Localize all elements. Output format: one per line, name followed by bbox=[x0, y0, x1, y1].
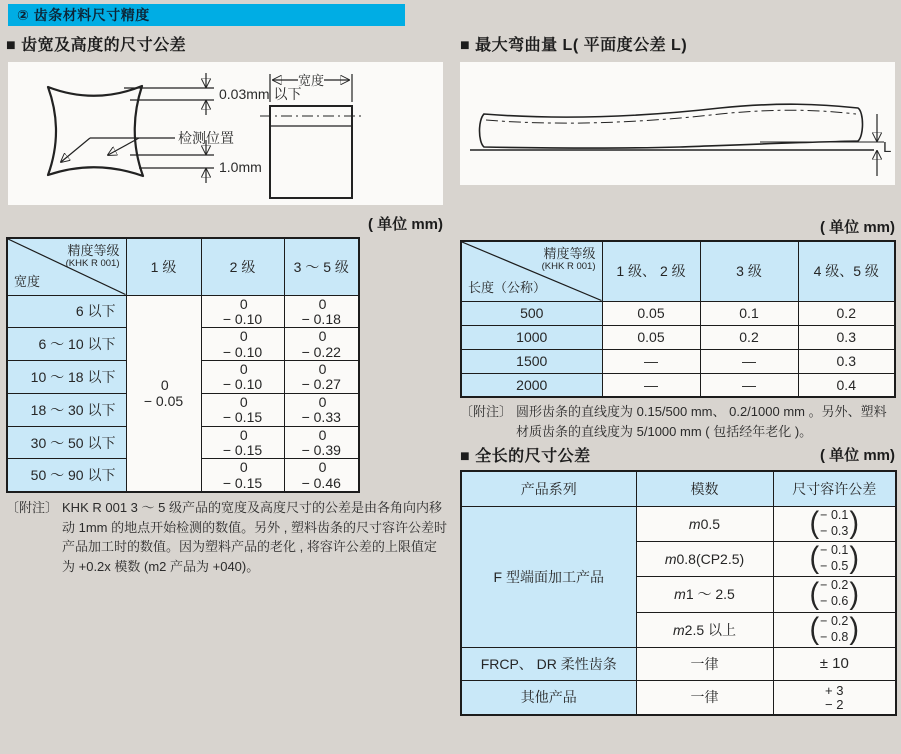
width-height-diagram-panel bbox=[8, 62, 443, 205]
flatness-diagram-panel bbox=[460, 62, 895, 185]
row-label: 1500 bbox=[461, 349, 602, 373]
grade2-value: 0 − 0.15 bbox=[201, 426, 284, 459]
section-title-full-length: ■ 全长的尺寸公差 bbox=[460, 448, 591, 465]
dim-10mm-label: 1.0mm bbox=[219, 159, 262, 175]
col-header-grade12: 1 级、 2 级 bbox=[602, 241, 700, 301]
flatness-diagram bbox=[460, 62, 895, 185]
series-f-type: F 型端面加工产品 bbox=[461, 506, 636, 647]
corner-grade-label: 精度等级 bbox=[67, 243, 120, 258]
col-header-grade45: 4 级、5 级 bbox=[798, 241, 895, 301]
grade2-value: 0 − 0.10 bbox=[201, 328, 284, 361]
module-value: 一律 bbox=[636, 680, 773, 715]
cross-section-diagram bbox=[8, 62, 443, 205]
table-row bbox=[461, 647, 896, 680]
corner-grade-label: 精度等级 bbox=[543, 246, 596, 261]
note-bend bbox=[460, 402, 897, 441]
rack-cross-section-shape bbox=[48, 86, 143, 176]
row-label: 2000 bbox=[461, 373, 602, 397]
row-label: 6 ～ 10 以下 bbox=[7, 328, 126, 361]
module-value: m1 ～ 2.5 bbox=[636, 576, 773, 612]
table-row bbox=[7, 295, 359, 328]
bend-value: 0.2 bbox=[798, 301, 895, 325]
note-text: KHK R 001 3 ～ 5 级产品的宽度及高度尺寸的公差是由各角向内移动 1mm 的地点开始检测的数值。另外 , 塑料齿条的尺寸容许公差时产品加工时的数值。因为塑料产品的老化 , 将容许公差的上限值定为 +0.2x 模数 (m2 产品为 +040)。 bbox=[62, 500, 447, 574]
grade2-value: 0 − 0.10 bbox=[201, 361, 284, 394]
col-header-grade2: 2 级 bbox=[201, 238, 284, 295]
corner-standard-label: (KHK R 001) bbox=[541, 260, 596, 272]
row-label: 1000 bbox=[461, 325, 602, 349]
col-header-grade1: 1 级 bbox=[126, 238, 201, 295]
col-header-grade3-5: 3 ～ 5 级 bbox=[284, 238, 359, 295]
table-row bbox=[461, 325, 895, 349]
table-row bbox=[461, 349, 895, 373]
bend-value: 0.3 bbox=[798, 349, 895, 373]
bend-value: — bbox=[700, 349, 798, 373]
max-bend-table bbox=[460, 240, 896, 398]
note-width-height bbox=[6, 498, 447, 576]
grade2-value: 0 − 0.15 bbox=[201, 459, 284, 492]
row-label: 10 ～ 18 以下 bbox=[7, 361, 126, 394]
bend-value: 0.05 bbox=[602, 301, 700, 325]
note-text: 圆形齿条的直线度为 0.15/500 mm、 0.2/1000 mm 。另外、塑料材质齿条的直线度为 5/1000 mm ( 包括经年老化 )。 bbox=[516, 404, 887, 439]
width-dim-label: 宽度 bbox=[297, 73, 325, 88]
unit-label-bend: ( 单位 mm) bbox=[819, 219, 895, 236]
table-row bbox=[461, 506, 896, 541]
tolerance-value: ( − 0.1 − 0.3 ) bbox=[773, 506, 896, 541]
corner-standard-label: (KHK R 001) bbox=[65, 257, 120, 269]
bend-value: — bbox=[602, 373, 700, 397]
corner-header-cell bbox=[7, 238, 126, 295]
dim-003-label: 0.03mm 以下 bbox=[219, 86, 302, 102]
grade1-merged-value: 0 − 0.05 bbox=[126, 295, 201, 492]
unit-label-full: ( 单位 mm) bbox=[819, 447, 895, 464]
width-height-tolerance-table bbox=[6, 237, 360, 493]
bend-value: 0.05 bbox=[602, 325, 700, 349]
grade3-value: 0 − 0.46 bbox=[284, 459, 359, 492]
tolerance-value: ( − 0.2 − 0.6 ) bbox=[773, 576, 896, 612]
bend-value: 0.1 bbox=[700, 301, 798, 325]
bend-value: 0.2 bbox=[700, 325, 798, 349]
tolerance-value: ( − 0.2 − 0.8 ) bbox=[773, 612, 896, 647]
note-label: 〔附注〕 bbox=[460, 404, 513, 419]
series-other: 其他产品 bbox=[461, 680, 636, 715]
l-dim-label: L bbox=[883, 139, 892, 156]
bend-value: — bbox=[602, 349, 700, 373]
grade3-value: 0 − 0.39 bbox=[284, 426, 359, 459]
module-value: 一律 bbox=[636, 647, 773, 680]
table-row bbox=[461, 680, 896, 715]
corner-row-label: 宽度 bbox=[14, 273, 41, 289]
grade2-value: 0 − 0.15 bbox=[201, 393, 284, 426]
col-header-grade3: 3 级 bbox=[700, 241, 798, 301]
table-row bbox=[461, 301, 895, 325]
module-value: m2.5 以上 bbox=[636, 612, 773, 647]
page-title: ② 齿条材料尺寸精度 bbox=[8, 4, 405, 26]
row-label: 50 ～ 90 以下 bbox=[7, 459, 126, 492]
unit-label-left: ( 单位 mm) bbox=[367, 216, 443, 233]
col-header-module: 模数 bbox=[636, 471, 773, 506]
grade3-value: 0 − 0.33 bbox=[284, 393, 359, 426]
grade3-value: 0 − 0.18 bbox=[284, 295, 359, 328]
probe-position-label: 检测位置 bbox=[178, 130, 234, 146]
bend-value: — bbox=[700, 373, 798, 397]
row-label: 18 ～ 30 以下 bbox=[7, 393, 126, 426]
corner-row-label: 长度（公称） bbox=[468, 279, 547, 295]
grade2-value: 0 − 0.10 bbox=[201, 295, 284, 328]
series-frcp: FRCP、 DR 柔性齿条 bbox=[461, 647, 636, 680]
section-title-max-bend: ■ 最大弯曲量 L( 平面度公差 L) bbox=[460, 37, 688, 54]
bend-value: 0.3 bbox=[798, 325, 895, 349]
table-row bbox=[461, 373, 895, 397]
col-header-series: 产品系列 bbox=[461, 471, 636, 506]
grade3-value: 0 − 0.22 bbox=[284, 328, 359, 361]
row-label: 30 ～ 50 以下 bbox=[7, 426, 126, 459]
grade3-value: 0 − 0.27 bbox=[284, 361, 359, 394]
col-header-tolerance: 尺寸容许公差 bbox=[773, 471, 896, 506]
module-value: m0.8(CP2.5) bbox=[636, 541, 773, 576]
tolerance-value: ± 10 bbox=[773, 647, 896, 680]
tolerance-value: + 3 − 2 bbox=[773, 680, 896, 715]
full-length-tolerance-table bbox=[460, 470, 897, 716]
row-label: 6 以下 bbox=[7, 295, 126, 328]
note-label: 〔附注〕 bbox=[6, 500, 59, 515]
tolerance-value: ( − 0.1 − 0.5 ) bbox=[773, 541, 896, 576]
bend-value: 0.4 bbox=[798, 373, 895, 397]
module-value: m0.5 bbox=[636, 506, 773, 541]
section-title-width-height: ■ 齿宽及高度的尺寸公差 bbox=[6, 37, 187, 54]
corner-header-cell bbox=[461, 241, 602, 301]
row-label: 500 bbox=[461, 301, 602, 325]
